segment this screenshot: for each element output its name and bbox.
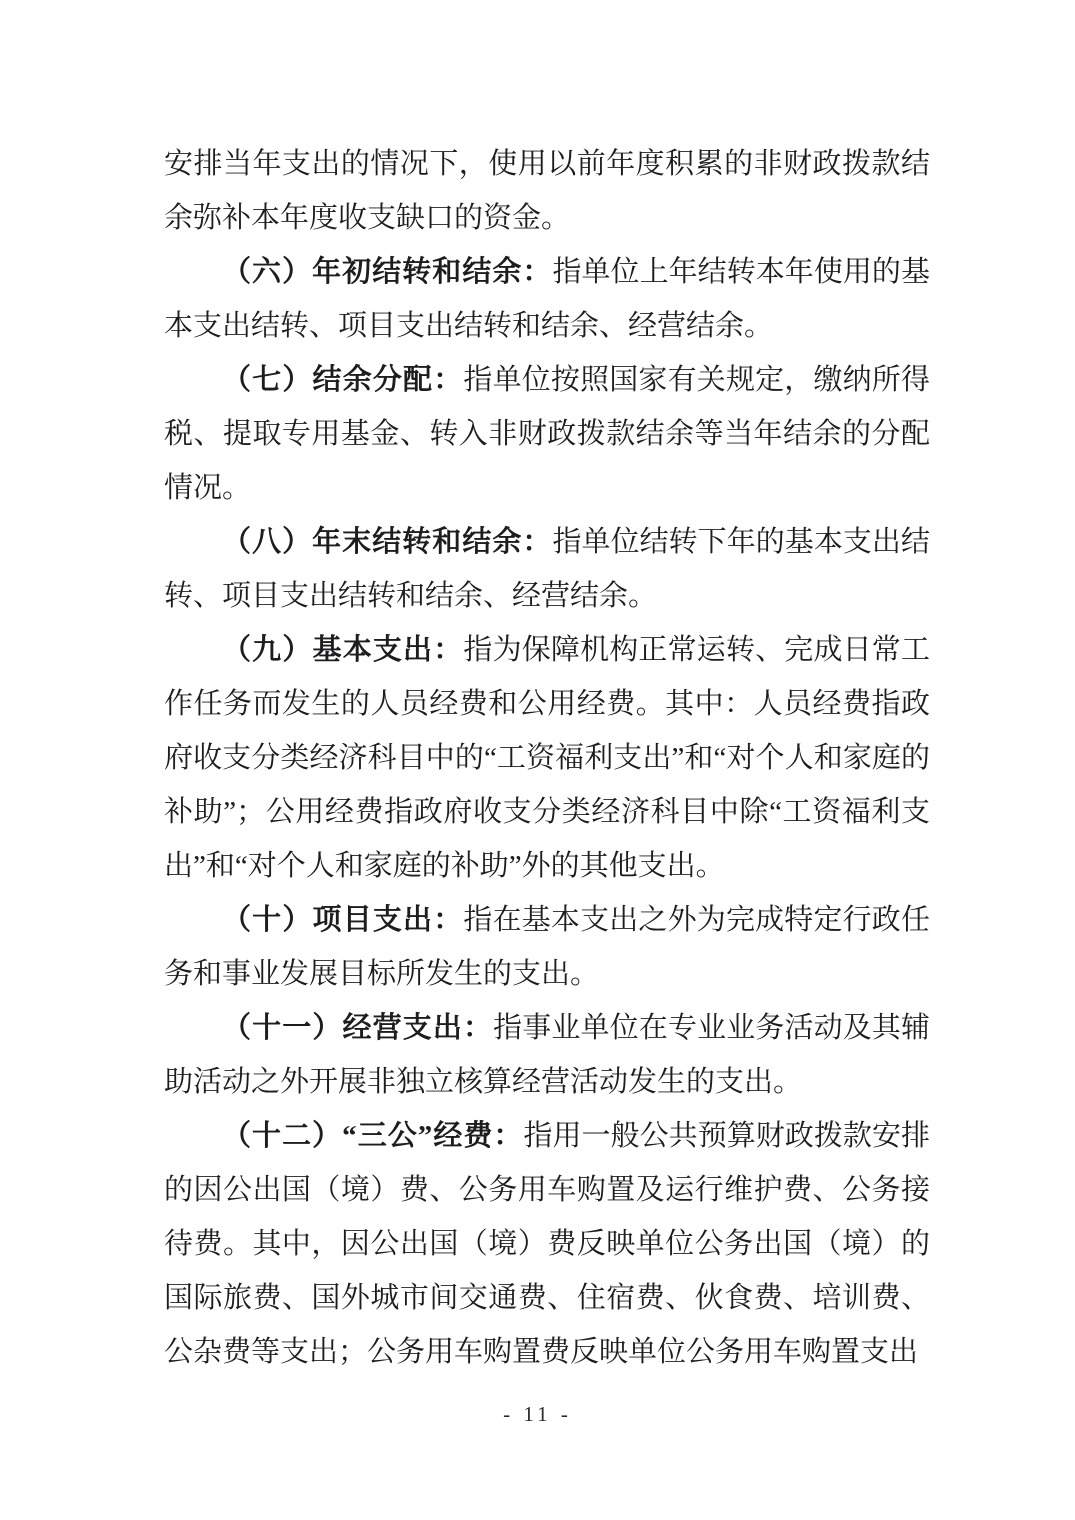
paragraph-body: 指单位结转下年的基本支出结转、项目支出结转和结余、经营结余。 [164,526,930,612]
paragraph-head: （十一）经营支出： [222,1012,494,1044]
paragraph-head: （十二）“三公”经费： [222,1120,524,1152]
paragraph [164,515,930,623]
paragraph-body: 指事业单位在专业业务活动及其辅助活动之外开展非独立核算经营活动发生的支出。 [164,1012,930,1098]
paragraph [164,1001,930,1109]
paragraph [164,245,930,353]
document-body [164,137,930,1379]
paragraph-body: 指单位上年结转本年使用的基本支出结转、项目支出结转和结余、经营结余。 [164,256,930,342]
paragraph [164,137,930,245]
paragraph-head: （九）基本支出： [222,634,464,666]
paragraph [164,893,930,1001]
paragraph-body: 指在基本支出之外为完成特定行政任务和事业发展目标所发生的支出。 [164,904,930,990]
paragraph [164,623,930,893]
paragraph-head: （七）结余分配： [222,364,464,396]
paragraph-body: 指单位按照国家有关规定，缴纳所得税、提取专用基金、转入非财政拨款结余等当年结余的分配情况。 [164,364,930,504]
paragraph [164,353,930,515]
paragraph-head: （六）年初结转和结余： [222,256,553,288]
paragraph-body: 指为保障机构正常运转、完成日常工作任务而发生的人员经费和公用经费。其中：人员经费指政府收支分类经济科目中的“工资福利支出”和“对个人和家庭的补助”；公用经费指政府收支分类经济科目中除“工资福利支出”和“对个人和家庭的补助”外的其他支出。 [164,634,930,882]
paragraph-head: （十）项目支出： [222,904,464,936]
paragraph-body: 指用一般公共预算财政拨款安排的因公出国（境）费、公务用车购置及运行维护费、公务接待费。其中，因公出国（境）费反映单位公务出国（境）的国际旅费、国外城市间交通费、住宿费、伙食费、培训费、公杂费等支出；公务用车购置费反映单位公务用车购置支出 [164,1120,930,1368]
paragraph-head: （八）年末结转和结余： [222,526,553,558]
paragraph-body: 安排当年支出的情况下，使用以前年度积累的非财政拨款结余弥补本年度收支缺口的资金。 [164,148,930,234]
paragraph [164,1109,930,1379]
page-number: - 11 - [503,1402,572,1426]
